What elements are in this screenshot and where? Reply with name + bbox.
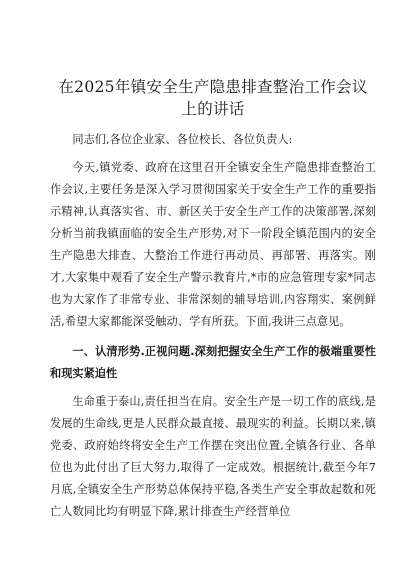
- title-line-2: 上的讲话: [181, 100, 245, 118]
- paragraph-section-1: 生命重于泰山,责任担当在肩。安全生产是一切工作的底线,是发展的生命线,更是人民群众最直接、最现实的利益。长期以来,镇党委、政府始终将安全生产工作摆在突出位置,全镇各行业、各单位也为此付出了巨大努力,取得了一定成效。根据统计,截至今年7月底,全镇安全生产形势总体保持平稳,各类生产安全事故起数和死亡人数同比均有明显下降,累计排查生产经营单位: [50, 395, 376, 518]
- salutation: 同志们,各位企业家、各位校长、各位负责人:: [72, 133, 293, 146]
- title-line-1: 在2025年镇安全生产隐患排查整治工作会议: [58, 78, 368, 96]
- document-title: [50, 76, 376, 120]
- section-heading-1: 一、认清形势.正视问题.深刻把握安全生产工作的极端重要性和现实紧迫性: [50, 345, 376, 380]
- paragraph-opening: 今天,镇党委、政府在这里召开全镇安全生产隐患排查整治工作会议,主要任务是深入学习贯彻国家关于安全生产工作的重要指示精神,认真落实省、市、新区关于安全生产工作的决策部署,深刻分析当前我镇面临的安全生产形势,对下一阶段全镇范围内的安全生产隐患大排查、大整治工作进行再动员、再部署、再落实。刚才,大家集中观看了安全生产警示教育片,*市的应急管理专家*同志也为大家作了非常专业、非常深刻的辅导培训,内容翔实、案例鲜活,希望大家都能深受触动、学有所获。下面,我讲三点意见。: [50, 161, 376, 328]
